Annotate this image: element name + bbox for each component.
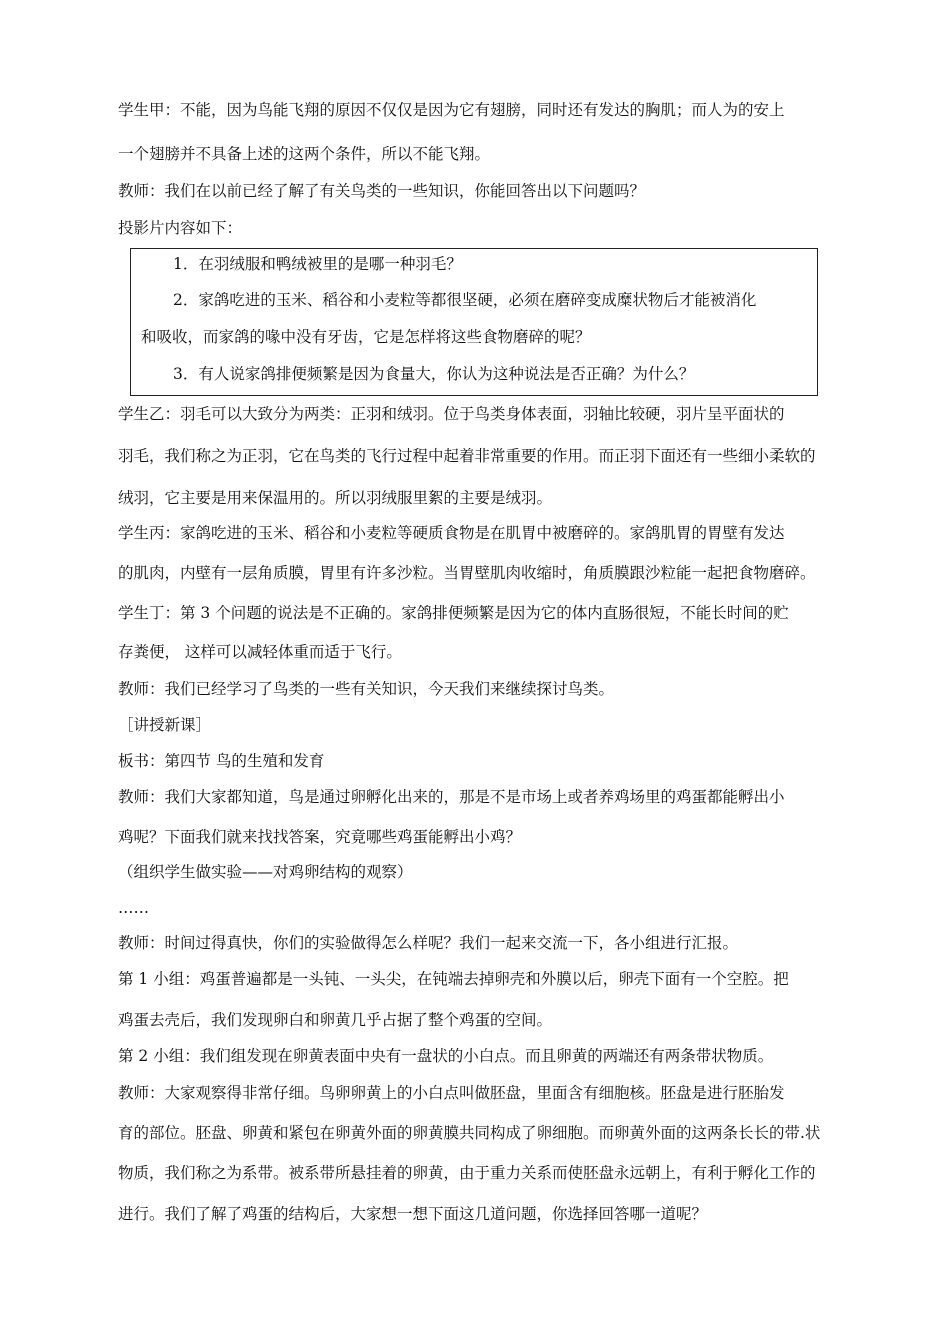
paragraph: 一个翅膀并不具备上述的这两个条件，所以不能飞翔。 bbox=[118, 145, 491, 163]
paragraph: 第 2 小组：我们组发现在卵黄表面中央有一盘状的小白点。而且卵黄的两端还有两条带状物质。 bbox=[118, 1047, 774, 1065]
paragraph: 教师：时间过得真快，你们的实验做得怎么样呢？我们一起来交流一下，各小组进行汇报。 bbox=[118, 934, 739, 952]
paragraph: 第 1 小组：鸡蛋普遍都是一头钝、一头尖，在钝端去掉卵壳和外膜以后，卵壳下面有一个空腔。把 bbox=[118, 970, 789, 988]
paragraph: 存粪便， 这样可以减轻体重而适于飞行。 bbox=[118, 643, 402, 661]
question-2-cont: 和吸收，而家鸽的喙中没有牙齿，它是怎样将这些食物磨碎的呢？ bbox=[141, 328, 591, 346]
paragraph: 羽毛，我们称之为正羽，它在鸟类的飞行过程中起着非常重要的作用。而正羽下面还有一些细小柔软的 bbox=[118, 447, 816, 465]
question-2: 2．家鸽吃进的玉米、稻谷和小麦粒等都很坚硬，必须在磨碎变成糜状物后才能被消化 bbox=[173, 291, 757, 309]
paragraph: 投影片内容如下： bbox=[118, 219, 243, 237]
paragraph: 育的部位。胚盘、卵黄和紧包在卵黄外面的卵黄膜共同构成了卵细胞。而卵黄外面的这两条长长的带.状 bbox=[118, 1124, 821, 1142]
paragraph: 教师：大家观察得非常仔细。鸟卵卵黄上的小白点叫做胚盘，里面含有细胞核。胚盘是进行胚胎发 bbox=[118, 1084, 785, 1102]
paragraph: 进行。我们了解了鸡蛋的结构后，大家想一想下面这几道问题，你选择回答哪一道呢？ bbox=[118, 1205, 708, 1223]
projection-box bbox=[130, 248, 818, 396]
question-3: 3．有人说家鸽排便频繁是因为食量大，你认为这种说法是否正确？为什么？ bbox=[173, 365, 695, 383]
paragraph: 教师：我们大家都知道，鸟是通过卵孵化出来的，那是不是市场上或者养鸡场里的鸡蛋都能孵出小 bbox=[118, 788, 785, 806]
paragraph: 的肌肉，内壁有一层角质膜，胃里有许多沙粒。当胃壁肌肉收缩时，角质膜跟沙粒能一起把食物磨碎。 bbox=[118, 564, 816, 582]
paragraph: 物质，我们称之为系带。被系带所悬挂着的卵黄，由于重力关系而使胚盘永远朝上，有利于孵化工作的 bbox=[118, 1164, 816, 1182]
paragraph: 学生丁：第 3 个问题的说法是不正确的。家鸽排便频繁是因为它的体内直肠很短，不能长时间的贮 bbox=[118, 604, 789, 622]
paragraph: 鸡蛋去壳后，我们发现卵白和卵黄几乎占据了整个鸡蛋的空间。 bbox=[118, 1011, 553, 1029]
section-heading: ［讲授新课］ bbox=[118, 716, 212, 734]
paragraph: 鸡呢？下面我们就来找找答案，究竟哪些鸡蛋能孵出小鸡？ bbox=[118, 828, 522, 846]
board-title: 板书：第四节 鸟的生殖和发育 bbox=[118, 752, 325, 770]
question-1: 1．在羽绒服和鸭绒被里的是哪一种羽毛？ bbox=[173, 255, 462, 273]
paragraph: 学生甲：不能，因为鸟能飞翔的原因不仅仅是因为它有翅膀，同时还有发达的胸肌；而人为的安上 bbox=[118, 101, 785, 119]
paragraph: 教师：我们已经学习了鸟类的一些有关知识，今天我们来继续探讨鸟类。 bbox=[118, 680, 615, 698]
paragraph: 绒羽，它主要是用来保温用的。所以羽绒服里絮的主要是绒羽。 bbox=[118, 489, 553, 507]
paragraph: 学生丙：家鸽吃进的玉米、稻谷和小麦粒等硬质食物是在肌胃中被磨碎的。家鸽肌胃的胃壁有发达 bbox=[118, 524, 785, 542]
ellipsis: …… bbox=[118, 899, 149, 917]
paragraph: 教师：我们在以前已经了解了有关鸟类的一些知识，你能回答出以下问题吗？ bbox=[118, 182, 646, 200]
paragraph: 学生乙：羽毛可以大致分为两类：正羽和绒羽。位于鸟类身体表面，羽轴比较硬，羽片呈平面状的 bbox=[118, 405, 785, 423]
paragraph: （组织学生做实验——对鸡卵结构的观察） bbox=[118, 863, 413, 881]
